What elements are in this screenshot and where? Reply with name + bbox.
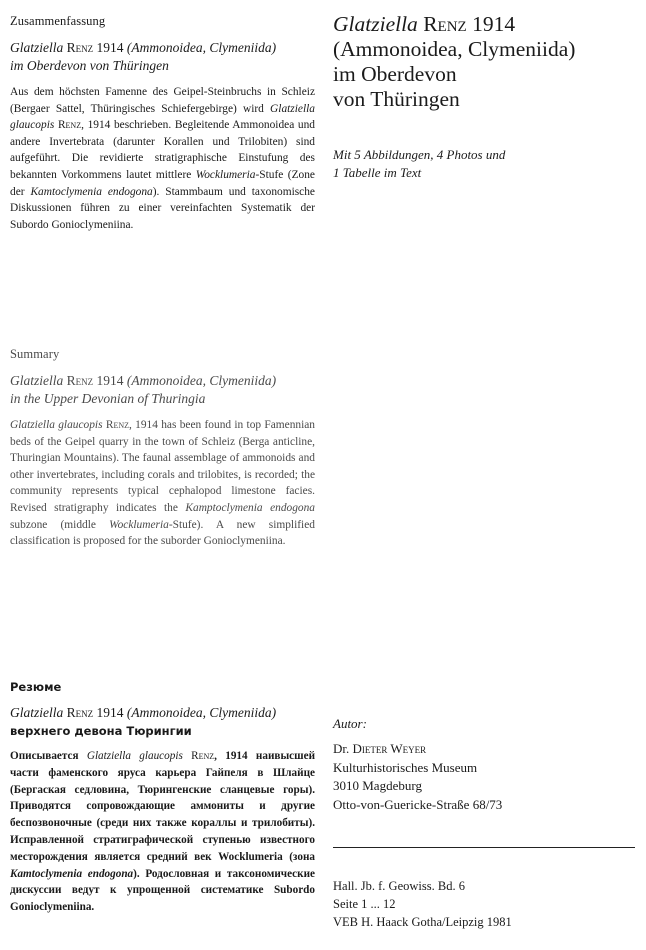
summary-label: Summary <box>10 347 60 361</box>
author-institution: Kulturhistorisches Museum <box>333 759 478 775</box>
divider-rule <box>333 847 635 848</box>
rezume-label: Резюме <box>10 680 62 694</box>
summary-section <box>10 347 315 550</box>
rezume-section <box>10 680 315 916</box>
rezume-title: Glatziella Renz 1914 (Ammonoidea, Clymeniida) верхнего девона Тюрингии <box>10 705 277 738</box>
zusammenfassung-title: Glatziella Renz 1914 (Ammonoidea, Clymeniida) im Oberdevon von Thüringen <box>10 40 277 73</box>
author-block <box>333 716 638 814</box>
zusammenfassung-section <box>10 14 315 233</box>
pages-line: Seite 1 ... 12 <box>333 897 396 911</box>
zusammenfassung-text: Aus dem höchsten Famenne des Geipel-Steinbruchs in Schleiz (Bergaer Sattel, Thüringisches Schiefergebirge) wird Glatziella glaucopis Renz, 1914 beschrieben. Begleitende Ammonoidea und andere Invertebrata (darunter Korallen und Trilobiten) sind aufgeführt. Die revidierte stratigraphische Einstufung des bekannten Vorkommens lautet mittlere Wocklumeria-Stufe (Zone der Kamtoclymenia endogona). Stammbaum und taxonomische Diskussionen führen zu einer vereinfachten Systematik der Subordo Gonioclymeniina. <box>10 86 315 231</box>
author-name: Dr. Dieter Weyer <box>333 741 427 756</box>
zusammenfassung-label: Zusammenfassung <box>10 14 106 28</box>
summary-text: Glatziella glaucopis Renz, 1914 has been found in top Famennian beds of the Geipel quarry in the town of Schleiz (Berga anticline, Thuringian Mountains). The faunal assemblage of ammonoids and other invertebrates, including corals and trilobites, is recorded; the community represents typical cephalopod limestone facies. Revised stratigraphy indicates the Kamptoclymenia endogona subzone (middle Wocklumeria-Stufe). A new simplified classification is proposed for the suborder Gonioclymeniina. <box>10 419 315 548</box>
author-label: Autor: <box>333 716 367 731</box>
publisher-line: VEB H. Haack Gotha/Leipzig 1981 <box>333 915 512 929</box>
journal-line: Hall. Jb. f. Geowiss. Bd. 6 <box>333 879 465 893</box>
rezume-text: Описывается Glatziella glaucopis Renz, 1914 наивысшей части фаменского яруса карьера Гайпеля в Шлайце (Бергаская седловина, Тюрингенские сланцевые горы). Приводятся сопровождающие аммониты и другие беспозвоночные (среди них также кораллы и трилобиты). Исправленной стратиграфической ступенью известного месторождения является средний век Wocklumeria (зона Kamtoclymenia endogona). Родословная и таксономические дискуссии ведут к упрощенной систематике Subordo Gonioclymeniina. <box>10 750 316 914</box>
publication-info <box>333 877 638 931</box>
author-street: Otto-von-Guericke-Straße 68/73 <box>333 796 503 812</box>
author-city: 3010 Magdeburg <box>333 778 422 793</box>
summary-title: Glatziella Renz 1914 (Ammonoidea, Clymeniida) in the Upper Devonian of Thuringia <box>10 373 277 406</box>
article-header <box>333 12 638 182</box>
figures-note: Mit 5 Abbildungen, 4 Photos und 1 Tabelle im Text <box>333 147 506 180</box>
article-title: Glatziella Renz 1914 (Ammonoidea, Clymeniida) im Oberdevon von Thüringen <box>333 12 576 111</box>
